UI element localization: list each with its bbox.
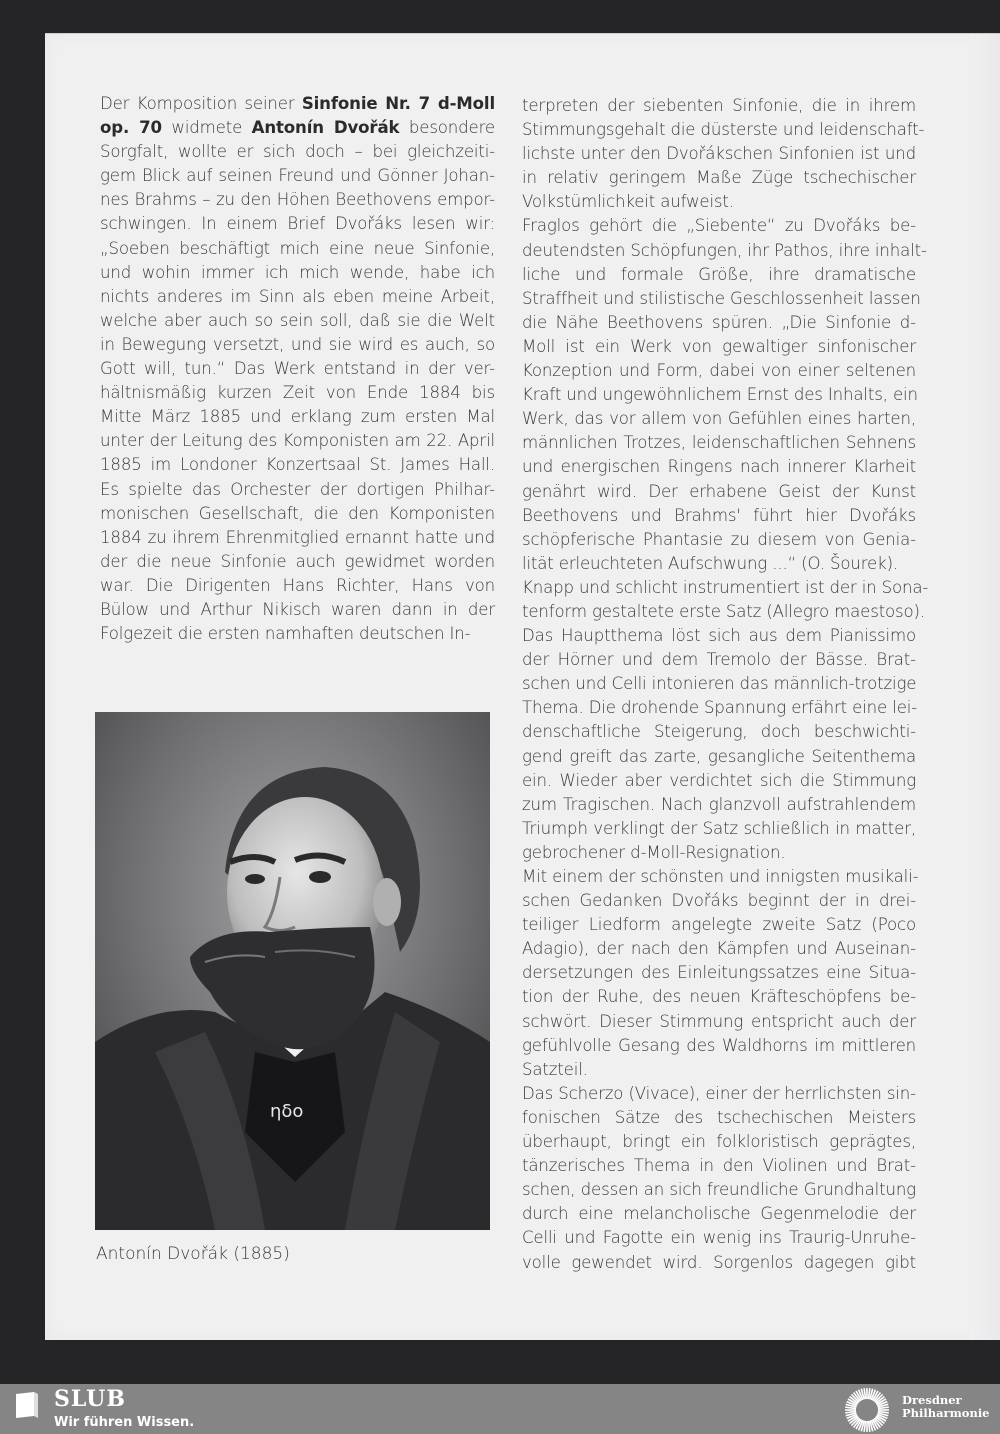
text-line: tion der Ruhe, des neuen Kräfteschöpfens be- [522, 987, 916, 1007]
text-run: Sorgfalt, wollte er sich doch – bei gleichzeiti- [100, 142, 495, 162]
text-line: fonischen Sätze des tschechischen Meisters [522, 1107, 916, 1127]
text-line: Beethovens und Brahms' führt hier Dvořáks [522, 505, 916, 525]
text-line: gend greift das zarte, gesangliche Seitenthema [522, 746, 916, 766]
dp-logo-line1: Dresdner [902, 1393, 962, 1407]
text-run: war. Die Dirigenten Hans Richter, Hans von [100, 575, 495, 595]
text-run: Es spielte das Orchester der dortigen Philhar- [100, 479, 495, 499]
text-line: gefühlvolle Gesang des Waldhorns im mittleren [522, 1035, 916, 1055]
text-line: schen und Celli intonieren das männlich-trotzige [522, 674, 917, 694]
text-line [100, 333, 495, 357]
text-line: durch eine melancholische Gegenmelodie der [522, 1204, 916, 1224]
text-line: deutendsten Schöpfungen, ihr Pathos, ihre inhalt- [522, 240, 927, 260]
slub-logo-tagline: Wir führen Wissen. [54, 1415, 195, 1430]
left-text-column [100, 92, 495, 646]
text-line [100, 478, 495, 502]
text-line: schwört. Dieser Stimmung entspricht auch der [522, 1011, 916, 1031]
text-line: tänzerisches Thema in den Violinen und Brat- [522, 1156, 916, 1176]
right-text-column [522, 94, 929, 1275]
text-line [100, 381, 495, 405]
text-line: genährt wird. Der erhabene Geist der Kunst [522, 481, 916, 501]
text-line: Thema. Die drohende Spannung erfährt eine lei- [522, 698, 918, 718]
text-line: ein. Wieder aber verdichtet sich die Stimmung [522, 770, 916, 790]
text-line: in relativ geringem Maße Züge tschechischer [522, 168, 916, 188]
text-line [100, 188, 495, 212]
text-line: lichste unter den Dvořákschen Sinfonien ist und [522, 144, 916, 164]
text-run: gem Blick auf seinen Freund und Gönner Johan- [100, 166, 495, 186]
text-line: Straffheit und stilistische Geschlossenheit lassen [522, 288, 921, 308]
text-run: Gott will, tun.“ Das Werk entstand in der ver- [100, 359, 495, 379]
text-line [100, 140, 495, 164]
page-edge [970, 34, 1000, 1340]
text-run: Bülow und Arthur Nikisch waren dann in der [100, 599, 495, 619]
text-line [100, 429, 495, 453]
text-line: Mit einem der schönsten und innigsten musikali- [522, 867, 919, 886]
portrait-illustration [95, 712, 490, 1230]
text-line: volle gewendet wird. Sorgenlos dagegen gibt [522, 1252, 916, 1272]
text-line: Triumph verklingt der Satz schließlich in matter, [522, 818, 916, 838]
text-line: gebrochener d-Moll-Resignation. [522, 842, 786, 862]
text-run: besondere [399, 118, 495, 138]
text-run: monischen Gesellschaft, die den Komponisten [100, 503, 495, 523]
text-run: hältnismäßig kurzen Zeit von Ende 1884 bis [100, 383, 495, 403]
text-run: unter der Leitung des Komponisten am 22. April [100, 431, 495, 451]
slub-logo-name[interactable]: SLUB [54, 1386, 126, 1412]
text-line: schöpferische Phantasie zu diesem von Genia- [522, 529, 916, 549]
text-run: Mitte März 1885 und erklang zum ersten Mal [100, 407, 495, 427]
text-line [100, 212, 495, 236]
text-line: teiliger Liedform angelegte zweite Satz (Poco [522, 915, 916, 935]
text-line [100, 622, 495, 646]
text-line: Knapp und schlicht instrumentiert ist der in Sona- [522, 577, 929, 597]
text-line [100, 453, 495, 477]
text-line [100, 92, 495, 116]
text-line [100, 357, 495, 381]
sunburst-icon[interactable] [840, 1386, 894, 1434]
dresdner-philharmonie-logo[interactable] [902, 1394, 990, 1420]
text-line: zum Tragischen. Nach glanzvoll aufstrahlendem [522, 794, 916, 814]
text-line: der Hörner und dem Tremolo der Bässe. Brat- [522, 650, 916, 670]
text-line: denschaftliche Steigerung, doch beschwichti- [522, 722, 916, 742]
bold-text: op. 70 [100, 118, 162, 138]
text-line: und energischen Ringens nach innerer Klarheit [522, 457, 916, 477]
text-line: dersetzungen des Einleitungssatzes eine Situa- [522, 963, 916, 983]
text-run: 1885 im Londoner Konzertsaal St. James Hall. [100, 455, 495, 475]
text-run: widmete [161, 118, 252, 138]
text-line [100, 598, 495, 622]
bold-text: Sinfonie Nr. 7 d-Moll [301, 94, 495, 113]
text-line: Konzeption und Form, dabei von einer seltenen [522, 361, 916, 381]
text-line [100, 261, 495, 285]
dp-logo-line2: Philharmonie [902, 1406, 990, 1420]
photo-caption: Antonín Dvořák (1885) [96, 1244, 290, 1264]
text-line [100, 574, 495, 598]
text-run: in Bewegung versetzt, und sie wird es auch, so [100, 334, 495, 354]
text-run: 1884 zu ihrem Ehrenmitglied ernannt hatte und [100, 527, 495, 547]
text-line: Kraft und ungewöhnlichem Ernst des Inhalts, ein [522, 385, 918, 405]
text-line [100, 285, 495, 309]
text-line: lität erleuchteten Aufschwung ...“ (O. Šourek). [522, 553, 899, 573]
text-line: männlichen Trotzes, leidenschaftlichen Sehnens [522, 433, 916, 453]
text-run: der die neue Sinfonie auch gewidmet worden [100, 551, 495, 571]
text-line [100, 405, 495, 429]
text-line: Volkstümlichkeit aufweist. [522, 192, 734, 212]
text-line: schen Gedanken Dvořáks beginnt der in drei- [522, 891, 916, 911]
text-run: und wohin immer ich mich wende, habe ich [100, 262, 495, 282]
text-line: Satzteil. [522, 1059, 588, 1079]
text-line [100, 550, 495, 574]
text-run: Folgezeit die ersten namhaften deutschen In- [100, 624, 471, 644]
text-line [100, 526, 495, 550]
text-line [100, 237, 495, 261]
text-line: Adagio), der nach den Kämpfen und Auseinan- [522, 939, 916, 959]
text-line [100, 309, 495, 333]
text-line: Fraglos gehört die „Siebente“ zu Dvořáks be- [522, 216, 916, 236]
portrait-photo [95, 712, 490, 1230]
text-run: Der Komposition seiner [100, 94, 302, 113]
text-line: Stimmungsgehalt die düsterste und leidenschaft- [522, 120, 925, 140]
text-line [100, 164, 495, 188]
text-line: Celli und Fagotte ein wenig ins Traurig-Unruhe- [522, 1228, 916, 1248]
text-line: schen, dessen an sich freundliche Grundhaltung [522, 1180, 916, 1200]
text-line: terpreten der siebenten Sinfonie, die in ihrem [522, 96, 916, 115]
text-line [100, 502, 495, 526]
text-line: tenform gestaltete erste Satz (Allegro maestoso). [522, 601, 925, 621]
text-line: überhaupt, bringt ein folkloristisch geprägtes, [522, 1132, 916, 1152]
bold-text: Antonín Dvořák [251, 118, 400, 138]
text-run: nichts anderes im Sinn als eben meine Arbeit, [100, 286, 495, 306]
book-icon [12, 1390, 42, 1420]
text-line: liche und formale Größe, ihre dramatische [522, 264, 916, 284]
text-run: nes Brahms – zu den Höhen Beethovens empor- [100, 190, 495, 210]
text-line: Das Scherzo (Vivace), einer der herrlichsten sin- [522, 1083, 916, 1103]
text-line: Moll ist ein Werk von gewaltiger sinfonischer [522, 336, 916, 356]
text-run: welche aber auch so sein soll, daß sie die Welt [100, 310, 495, 330]
text-line: die Nähe Beethovens spüren. „Die Sinfonie d- [522, 312, 916, 332]
text-run: schwingen. In einem Brief Dvořáks lesen wir: [100, 214, 495, 234]
svg-text:ηδο: ηδο [270, 1101, 304, 1122]
text-line: Das Hauptthema löst sich aus dem Pianissimo [522, 626, 916, 646]
text-run: „Soeben beschäftigt mich eine neue Sinfonie, [100, 238, 495, 258]
text-line: Werk, das vor allem von Gefühlen eines harten, [522, 409, 916, 429]
text-line [100, 116, 495, 140]
